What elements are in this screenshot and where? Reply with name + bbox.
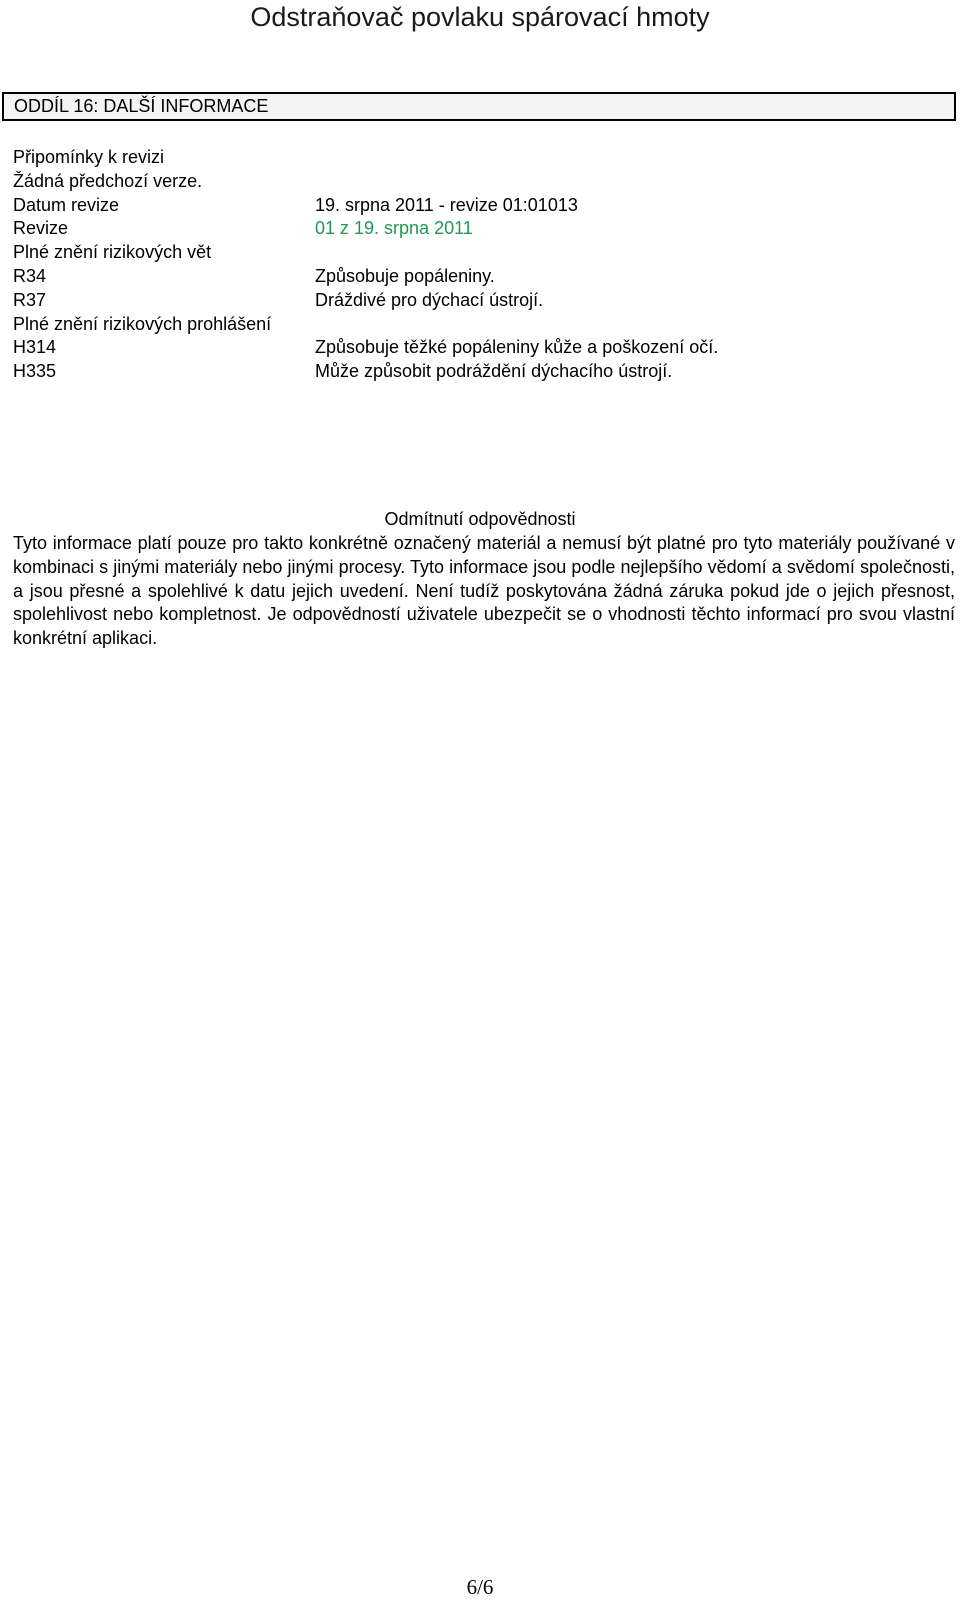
risk-phrases-heading: Plné znění rizikových vět bbox=[13, 242, 212, 263]
risk-phrase-text: Dráždivé pro dýchací ústrojí. bbox=[315, 289, 544, 310]
revision-date-value: 19. srpna 2011 - revize 01:01013 bbox=[315, 194, 578, 215]
revision-row bbox=[13, 217, 943, 241]
hazard-statement-row bbox=[13, 360, 943, 384]
revision-notes-label: Připomínky k revizi bbox=[13, 147, 165, 167]
risk-phrase-text: Způsobuje popáleniny. bbox=[315, 265, 495, 286]
revision-notes-label-row bbox=[13, 146, 943, 170]
risk-phrases-heading-row bbox=[13, 241, 943, 265]
hazard-statement-text: Může způsobit podráždění dýchacího ústrojí. bbox=[315, 361, 673, 382]
revision-label: Revize bbox=[13, 218, 69, 239]
hazard-statements-heading: Plné znění rizikových prohlášení bbox=[13, 313, 272, 334]
risk-phrase-row bbox=[13, 265, 943, 289]
hazard-statements-heading-row bbox=[13, 313, 943, 337]
disclaimer-title: Odmítnutí odpovědnosti bbox=[384, 509, 576, 529]
disclaimer-text: Tyto informace platí pouze pro takto konkrétně označený materiál a nemusí být platné pro tyto materiály používané v kombinaci s jinými materiály nebo jinými procesy. Tyto informace jsou podle nejlepšího vědomí a svědomí společnosti, a jsou přesné a spolehlivé k datu jejich uvedení. Není tudíž poskytována žádná záruka pokud jde o jejich přesnost, spolehlivost nebo kompletnost. Je odpovědností uživatele ubezpečit se o vhodnosti těchto informací pro svou vlastní konkrétní aplikaci. bbox=[13, 533, 955, 649]
revision-notes-value: Žádná předchozí verze. bbox=[13, 170, 203, 191]
page-number: 6/6 bbox=[466, 1575, 494, 1599]
section-header: ODDÍL 16: DALŠÍ INFORMACE bbox=[2, 92, 956, 121]
risk-phrase-code: R34 bbox=[13, 265, 47, 286]
hazard-statement-row bbox=[13, 336, 943, 360]
revision-date-row bbox=[13, 194, 943, 218]
document-title: Odstraňovač povlaku spárovací hmoty bbox=[250, 2, 710, 32]
revision-info bbox=[13, 146, 943, 384]
hazard-statement-code: H314 bbox=[13, 337, 57, 358]
revision-date-label: Datum revize bbox=[13, 194, 120, 215]
revision-value: 01 z 19. srpna 2011 bbox=[315, 218, 473, 239]
revision-notes-value-row bbox=[13, 170, 943, 194]
risk-phrase-code: R37 bbox=[13, 289, 47, 310]
risk-phrase-row bbox=[13, 289, 943, 313]
hazard-statement-text: Způsobuje těžké popáleniny kůže a poškození očí. bbox=[315, 337, 719, 358]
hazard-statement-code: H335 bbox=[13, 361, 57, 382]
